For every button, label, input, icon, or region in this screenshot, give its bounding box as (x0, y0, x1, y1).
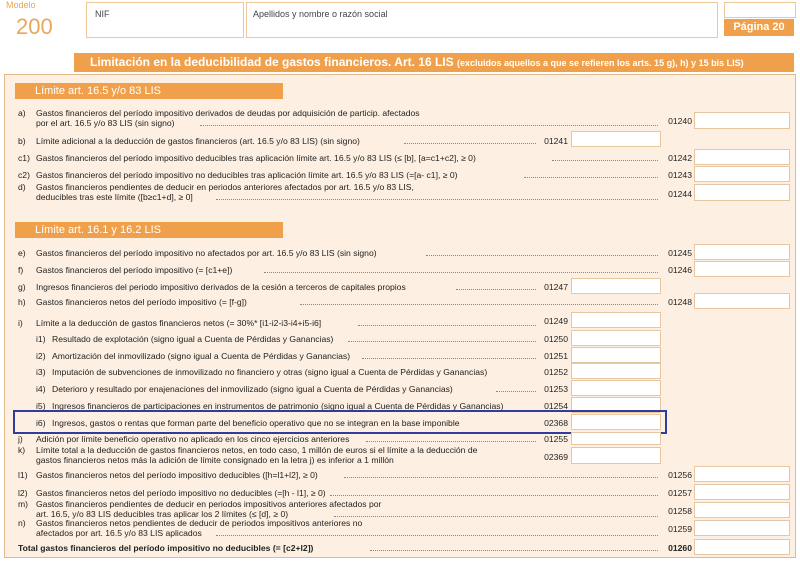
row-m-text2: art. 16.5, y/o 83 LIS deducibles tras aplicar los 2 límites (≤ [d], ≥ 0) (36, 509, 289, 519)
box-01252[interactable] (571, 363, 661, 379)
box-01260[interactable] (694, 539, 790, 555)
row-c2-leader (524, 177, 658, 178)
row-n-text1: Gastos financieros netos pendientes de deducir de periodos impositivos anteriores no (36, 518, 363, 528)
row-i1-letter: i1) (36, 334, 46, 344)
box-01244[interactable] (694, 184, 790, 201)
box-01250[interactable] (571, 330, 661, 346)
row-g-leader (456, 289, 536, 290)
row-total-code: 01260 (668, 543, 692, 553)
row-m-text1: Gastos financieros pendientes de deducir en periodos impositivos anteriores afectados por (36, 499, 382, 509)
box-01248[interactable] (694, 293, 790, 309)
row-i2-code: 01251 (544, 351, 568, 361)
box-01246[interactable] (694, 261, 790, 277)
box-01240[interactable] (694, 112, 790, 129)
row-i6-code: 02368 (544, 418, 568, 428)
box-01242[interactable] (694, 149, 790, 165)
row-k-letter: k) (18, 445, 26, 455)
box-01253[interactable] (571, 380, 661, 396)
row-b-code: 01241 (544, 136, 568, 146)
row-a-code: 01240 (668, 116, 692, 126)
row-i5-code: 01254 (544, 401, 568, 411)
row-d-text1: Gastos financieros pendientes de deducir en periodos anteriores afectados por art. 16.5 y/o 83 LIS, (36, 182, 414, 192)
row-i2-text: Amortización del inmovilizado (signo igual a Cuenta de Pérdidas y Ganancias) (52, 351, 351, 361)
row-i4-letter: i4) (36, 384, 46, 394)
row-c1-code: 01242 (668, 153, 692, 163)
box-01258[interactable] (694, 502, 790, 518)
row-a-letter: a) (18, 108, 26, 118)
modelo-label: Modelo (6, 0, 36, 10)
row-k-code: 02369 (544, 452, 568, 462)
box-01256[interactable] (694, 466, 790, 482)
title-sub: (excluidos aquellos a que se refieren los arts. 15 g), h) y 15 bis LIS) (456, 58, 744, 68)
row-i-code: 01249 (544, 316, 568, 326)
row-n-leader (216, 535, 658, 536)
row-i-letter: i) (18, 318, 23, 328)
box-01247[interactable] (571, 278, 661, 294)
box-01243[interactable] (694, 166, 790, 182)
row-j-code: 01255 (544, 434, 568, 444)
box-02369[interactable] (571, 447, 661, 464)
box-01249[interactable] (571, 312, 661, 328)
row-a-text2: por el art. 16.5 y/o 83 LIS (sin signo) (36, 118, 175, 128)
row-l1-text: Gastos financieros netos del período impositivo deducibles ([h=l1+l2], ≥ 0) (36, 470, 318, 480)
row-k-text2: gastos financieros netos más la adición de límite consignado en la letra j) es inferior a 1 millón (36, 455, 394, 465)
row-b-text: Límite adicional a la deducción de gastos financieros (art. 16.5 y/o 83 LIS) (sin signo) (36, 136, 360, 146)
row-l1-letter: l1) (18, 470, 28, 480)
row-f-code: 01246 (668, 265, 692, 275)
row-i6-letter: i6) (36, 418, 46, 428)
page-number: Página 20 (724, 19, 794, 36)
row-g-letter: g) (18, 282, 26, 292)
row-l2-letter: l2) (18, 488, 28, 498)
section-16-1: Límite art. 16.1 y 16.2 LIS (15, 222, 283, 238)
row-m-letter: m) (18, 499, 29, 509)
row-c2-code: 01243 (668, 170, 692, 180)
row-e-letter: e) (18, 248, 26, 258)
row-i4-leader (496, 391, 536, 392)
row-d-leader (216, 199, 658, 200)
page-top-box (724, 2, 796, 18)
row-i6-text: Ingresos, gastos o rentas que forman parte del beneficio operativo que no se integran en la base imponible (52, 418, 460, 428)
row-j-leader (366, 441, 536, 442)
title-main: Limitación en la deducibilidad de gastos financieros. Art. 16 LIS (90, 55, 454, 69)
row-total-leader (370, 550, 658, 551)
name-field[interactable] (246, 2, 718, 38)
row-j-letter: j) (18, 434, 23, 444)
row-m-code: 01258 (668, 506, 692, 516)
row-i4-text: Deterioro y resultado por enajenaciones del inmovilizado (signo igual a Cuenta de Pérdidas y Ganancias) (52, 384, 453, 394)
row-c2-letter: c2) (18, 170, 30, 180)
box-01245[interactable] (694, 244, 790, 260)
row-f-text: Gastos financieros del período impositivo (= [c1+e]) (36, 265, 233, 275)
row-i3-letter: i3) (36, 367, 46, 377)
box-01257[interactable] (694, 484, 790, 500)
row-k-text1: Límite total a la deducción de gastos financieros netos, en todo caso, 1 millón de euros si el límite a la deducción de (36, 445, 478, 455)
nif-field[interactable] (86, 2, 244, 38)
row-i4-code: 01253 (544, 384, 568, 394)
row-total-text: Total gastos financieros del período impositivo no deducibles (= [c2+l2]) (18, 543, 314, 553)
page-title (74, 53, 794, 72)
row-f-letter: f) (18, 265, 24, 275)
row-h-text: Gastos financieros netos del período impositivo (= [f-g]) (36, 297, 247, 307)
row-d-code: 01244 (668, 189, 692, 199)
row-n-code: 01259 (668, 524, 692, 534)
row-n-text2: afectados por art. 16.5 y/o 83 LIS aplicados (36, 528, 202, 538)
box-01255[interactable] (571, 432, 661, 445)
row-e-leader (426, 255, 658, 256)
row-i3-text: Imputación de subvenciones de inmovilizado no financiero y otras (signo igual a Cuenta de Pérdidas y Ganancias) (52, 367, 488, 377)
row-i5-letter: i5) (36, 401, 46, 411)
row-a-leader (200, 125, 658, 126)
row-e-code: 01245 (668, 248, 692, 258)
row-i5-text: Ingresos financieros de participaciones en instrumentos de patrimonio (signo igual a Cuenta de Pérdidas y Ganancias) (52, 401, 504, 411)
form-body (4, 74, 796, 558)
row-m-leader (334, 516, 658, 517)
row-l2-text: Gastos financieros netos del período impositivo no deducibles (=[h - l1], ≥ 0) (36, 488, 326, 498)
row-c1-text: Gastos financieros del período impositivo deducibles tras aplicación límite art. 16.5 y/o 83 LIS (≤ [b], [a=c1+c2], ≥ 0) (36, 153, 476, 163)
name-label: Apellidos y nombre o razón social (253, 9, 388, 19)
row-h-code: 01248 (668, 297, 692, 307)
row-c1-leader (552, 160, 658, 161)
row-d-letter: d) (18, 182, 26, 192)
box-01259[interactable] (694, 520, 790, 536)
box-01241[interactable] (571, 131, 661, 147)
row-j-text: Adición por límite beneficio operativo no aplicado en los cinco ejercicios anteriores (36, 434, 350, 444)
row-i-leader (358, 325, 536, 326)
row-c1-letter: c1) (18, 153, 30, 163)
row-i1-leader (348, 341, 536, 342)
row-h-leader (300, 304, 658, 305)
section-16-5: Límite art. 16.5 y/o 83 LIS (15, 83, 283, 99)
row-l1-leader (344, 477, 658, 478)
modelo-number: 200 (16, 14, 53, 39)
row-l2-leader (330, 495, 658, 496)
row-b-leader (404, 143, 536, 144)
row-f-leader (264, 272, 658, 273)
row-i2-letter: i2) (36, 351, 46, 361)
row-i-text: Límite a la deducción de gastos financieros netos (= 30%* [i1-i2-i3-i4+i5-i6] (36, 318, 322, 328)
row-e-text: Gastos financieros del período impositivo no afectados por art. 16.5 y/o 83 LIS (sin signo) (36, 248, 377, 258)
row-i1-code: 01250 (544, 334, 568, 344)
box-01251[interactable] (571, 347, 661, 363)
row-i2-leader (362, 358, 536, 359)
nif-label: NIF (95, 9, 110, 19)
row-d-text2: deducibles tras este límite ([b≥c1+d], ≥ 0] (36, 192, 193, 202)
row-l1-code: 01256 (668, 470, 692, 480)
row-g-code: 01247 (544, 282, 568, 292)
row-h-letter: h) (18, 297, 26, 307)
row-l2-code: 01257 (668, 488, 692, 498)
row-a-text1: Gastos financieros del período impositivo derivados de deudas por adquisición de particip. afectados (36, 108, 420, 118)
row-i3-code: 01252 (544, 367, 568, 377)
row-i1-text: Resultado de explotación (signo igual a Cuenta de Pérdidas y Ganancias) (52, 334, 334, 344)
row-b-letter: b) (18, 136, 26, 146)
row-g-text: Ingresos financieros del periodo impositivo derivados de la cesión a terceros de capitales propios (36, 282, 406, 292)
highlight-rectangle (13, 410, 667, 434)
row-c2-text: Gastos financieros del período impositivo no deducibles tras aplicación límite art. 16.5 y/o 83 LIS (=[a- c1], ≥ 0) (36, 170, 458, 180)
row-n-letter: n) (18, 518, 26, 528)
